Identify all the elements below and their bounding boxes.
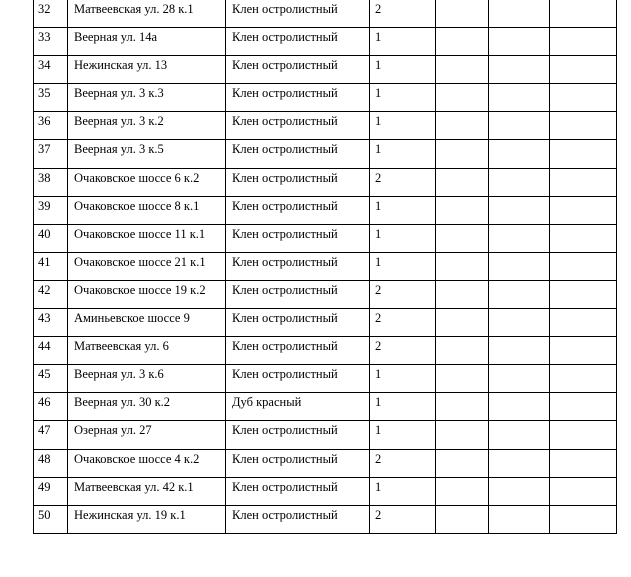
address-cell xyxy=(68,56,226,84)
species: Клен остролистный xyxy=(232,142,338,157)
empty-cell xyxy=(550,168,617,196)
species-cell xyxy=(226,280,370,308)
species-cell xyxy=(226,224,370,252)
address-cell xyxy=(68,365,226,393)
address-cell xyxy=(68,309,226,337)
species: Клен остролистный xyxy=(232,58,338,73)
empty-cell xyxy=(436,224,489,252)
species: Клен остролистный xyxy=(232,226,338,241)
table-row xyxy=(34,449,617,477)
table-row xyxy=(34,337,617,365)
species-cell xyxy=(226,0,370,28)
row-number: 48 xyxy=(38,451,51,466)
species: Клен остролистный xyxy=(232,423,338,438)
species-cell xyxy=(226,140,370,168)
quantity: 2 xyxy=(375,2,382,16)
table-row xyxy=(34,84,617,112)
table-row xyxy=(34,56,617,84)
row-number: 45 xyxy=(38,367,51,382)
address: Очаковское шоссе 21 к.1 xyxy=(74,254,206,269)
empty-cell xyxy=(489,393,550,421)
species: Клен остролистный xyxy=(232,479,338,494)
empty-cell xyxy=(489,84,550,112)
empty-cell xyxy=(489,140,550,168)
address: Матвеевская ул. 42 к.1 xyxy=(74,479,194,494)
address: Нежинская ул. 13 xyxy=(74,58,168,73)
quantity-cell xyxy=(370,168,436,196)
row-number-cell xyxy=(34,421,68,449)
quantity-cell xyxy=(370,280,436,308)
quantity-cell xyxy=(370,449,436,477)
empty-cell xyxy=(436,337,489,365)
address: Веерная ул. 3 к.5 xyxy=(74,142,164,157)
address-cell xyxy=(68,84,226,112)
address-cell xyxy=(68,224,226,252)
species: Дуб красный xyxy=(232,395,302,410)
row-number-cell xyxy=(34,309,68,337)
address-cell xyxy=(68,280,226,308)
table-row xyxy=(34,309,617,337)
address: Веерная ул. 30 к.2 xyxy=(74,395,171,410)
table-row xyxy=(34,0,617,28)
empty-cell xyxy=(550,421,617,449)
quantity: 1 xyxy=(375,58,382,73)
address: Нежинская ул. 19 к.1 xyxy=(74,507,186,522)
empty-cell xyxy=(489,0,550,28)
empty-cell xyxy=(436,309,489,337)
table-row xyxy=(34,252,617,280)
address: Матвеевская ул. 28 к.1 xyxy=(74,2,194,16)
row-number-cell xyxy=(34,449,68,477)
species-cell xyxy=(226,112,370,140)
row-number-cell xyxy=(34,0,68,28)
empty-cell xyxy=(489,56,550,84)
address-cell xyxy=(68,505,226,533)
quantity: 1 xyxy=(375,142,382,157)
address-cell xyxy=(68,449,226,477)
empty-cell xyxy=(436,477,489,505)
empty-cell xyxy=(489,477,550,505)
empty-cell xyxy=(489,168,550,196)
address-cell xyxy=(68,0,226,28)
quantity: 1 xyxy=(375,86,382,101)
empty-cell xyxy=(489,309,550,337)
species-cell xyxy=(226,56,370,84)
address-cell xyxy=(68,140,226,168)
address: Веерная ул. 3 к.3 xyxy=(74,86,164,101)
empty-cell xyxy=(436,505,489,533)
empty-cell xyxy=(436,168,489,196)
row-number: 37 xyxy=(38,142,51,157)
quantity-cell xyxy=(370,84,436,112)
table-row xyxy=(34,112,617,140)
empty-cell xyxy=(436,365,489,393)
species: Клен остролистный xyxy=(232,451,338,466)
species-cell xyxy=(226,477,370,505)
quantity: 1 xyxy=(375,367,382,382)
table-row xyxy=(34,477,617,505)
empty-cell xyxy=(550,196,617,224)
species: Клен остролистный xyxy=(232,339,338,354)
row-number-cell xyxy=(34,84,68,112)
address: Очаковское шоссе 4 к.2 xyxy=(74,451,200,466)
row-number: 39 xyxy=(38,198,51,213)
empty-cell xyxy=(550,56,617,84)
quantity-cell xyxy=(370,393,436,421)
empty-cell xyxy=(489,224,550,252)
species-cell xyxy=(226,196,370,224)
address-cell xyxy=(68,112,226,140)
empty-cell xyxy=(550,505,617,533)
quantity: 1 xyxy=(375,30,382,45)
row-number: 38 xyxy=(38,170,51,185)
empty-cell xyxy=(550,449,617,477)
empty-cell xyxy=(550,337,617,365)
species: Клен остролистный xyxy=(232,114,338,129)
row-number: 49 xyxy=(38,479,51,494)
row-number: 41 xyxy=(38,254,51,269)
table-row xyxy=(34,365,617,393)
quantity: 2 xyxy=(375,339,382,354)
quantity: 1 xyxy=(375,423,382,438)
address: Аминьевское шоссе 9 xyxy=(74,311,190,326)
address: Веерная ул. 14а xyxy=(74,30,158,45)
address-cell xyxy=(68,337,226,365)
address: Озерная ул. 27 xyxy=(74,423,152,438)
empty-cell xyxy=(550,0,617,28)
species-cell xyxy=(226,252,370,280)
quantity-cell xyxy=(370,365,436,393)
address-cell xyxy=(68,393,226,421)
empty-cell xyxy=(550,84,617,112)
quantity-cell xyxy=(370,112,436,140)
empty-cell xyxy=(489,112,550,140)
row-number: 40 xyxy=(38,226,51,241)
empty-cell xyxy=(550,224,617,252)
empty-cell xyxy=(436,280,489,308)
row-number-cell xyxy=(34,168,68,196)
empty-cell xyxy=(489,365,550,393)
row-number-cell xyxy=(34,112,68,140)
row-number: 35 xyxy=(38,86,51,101)
address-cell xyxy=(68,477,226,505)
row-number-cell xyxy=(34,140,68,168)
empty-cell xyxy=(436,252,489,280)
empty-cell xyxy=(436,393,489,421)
quantity-cell xyxy=(370,477,436,505)
row-number: 44 xyxy=(38,339,51,354)
quantity-cell xyxy=(370,196,436,224)
row-number-cell xyxy=(34,252,68,280)
species-cell xyxy=(226,168,370,196)
row-number: 42 xyxy=(38,282,51,297)
table-row xyxy=(34,393,617,421)
address: Очаковское шоссе 19 к.2 xyxy=(74,282,206,297)
row-number-cell xyxy=(34,196,68,224)
species: Клен остролистный xyxy=(232,198,338,213)
species-cell xyxy=(226,505,370,533)
quantity-cell xyxy=(370,0,436,28)
species: Клен остролистный xyxy=(232,170,338,185)
empty-cell xyxy=(436,112,489,140)
address-cell xyxy=(68,196,226,224)
quantity: 1 xyxy=(375,254,382,269)
quantity-cell xyxy=(370,140,436,168)
row-number-cell xyxy=(34,280,68,308)
species: Клен остролистный xyxy=(232,30,338,45)
table-body xyxy=(34,0,617,533)
address: Очаковское шоссе 11 к.1 xyxy=(74,226,206,241)
tree-inventory-table xyxy=(33,0,617,534)
row-number-cell xyxy=(34,224,68,252)
species: Клен остролистный xyxy=(232,86,338,101)
address: Очаковское шоссе 6 к.2 xyxy=(74,170,200,185)
table-row xyxy=(34,224,617,252)
species: Клен остролистный xyxy=(232,311,338,326)
empty-cell xyxy=(550,140,617,168)
quantity: 1 xyxy=(375,395,382,410)
row-number: 32 xyxy=(38,2,51,16)
empty-cell xyxy=(550,252,617,280)
empty-cell xyxy=(489,28,550,56)
row-number-cell xyxy=(34,477,68,505)
species-cell xyxy=(226,309,370,337)
empty-cell xyxy=(436,196,489,224)
quantity-cell xyxy=(370,56,436,84)
species: Клен остролистный xyxy=(232,2,338,16)
table-row xyxy=(34,196,617,224)
quantity: 2 xyxy=(375,311,382,326)
address-cell xyxy=(68,421,226,449)
address-cell xyxy=(68,252,226,280)
empty-cell xyxy=(550,365,617,393)
row-number: 33 xyxy=(38,30,51,45)
empty-cell xyxy=(489,196,550,224)
quantity-cell xyxy=(370,28,436,56)
empty-cell xyxy=(436,28,489,56)
species-cell xyxy=(226,393,370,421)
quantity: 2 xyxy=(375,282,382,297)
quantity: 1 xyxy=(375,114,382,129)
row-number: 36 xyxy=(38,114,51,129)
quantity: 2 xyxy=(375,507,382,522)
species: Клен остролистный xyxy=(232,282,338,297)
empty-cell xyxy=(436,84,489,112)
table-row xyxy=(34,140,617,168)
empty-cell xyxy=(489,280,550,308)
quantity-cell xyxy=(370,224,436,252)
quantity: 1 xyxy=(375,198,382,213)
address: Веерная ул. 3 к.6 xyxy=(74,367,164,382)
empty-cell xyxy=(550,112,617,140)
species-cell xyxy=(226,365,370,393)
quantity: 1 xyxy=(375,479,382,494)
empty-cell xyxy=(550,477,617,505)
table-row xyxy=(34,168,617,196)
table-row xyxy=(34,280,617,308)
empty-cell xyxy=(550,280,617,308)
empty-cell xyxy=(489,505,550,533)
table-row xyxy=(34,505,617,533)
address-cell xyxy=(68,28,226,56)
address: Очаковское шоссе 8 к.1 xyxy=(74,198,200,213)
table-row xyxy=(34,421,617,449)
empty-cell xyxy=(436,140,489,168)
table-row xyxy=(34,28,617,56)
species-cell xyxy=(226,28,370,56)
empty-cell xyxy=(436,0,489,28)
quantity-cell xyxy=(370,505,436,533)
empty-cell xyxy=(489,252,550,280)
quantity-cell xyxy=(370,309,436,337)
address: Веерная ул. 3 к.2 xyxy=(74,114,164,129)
species-cell xyxy=(226,84,370,112)
empty-cell xyxy=(550,309,617,337)
species: Клен остролистный xyxy=(232,254,338,269)
species: Клен остролистный xyxy=(232,507,338,522)
row-number-cell xyxy=(34,337,68,365)
quantity-cell xyxy=(370,337,436,365)
row-number-cell xyxy=(34,28,68,56)
address: Матвеевская ул. 6 xyxy=(74,339,169,354)
empty-cell xyxy=(436,449,489,477)
row-number: 34 xyxy=(38,58,51,73)
empty-cell xyxy=(489,449,550,477)
row-number-cell xyxy=(34,505,68,533)
empty-cell xyxy=(550,393,617,421)
row-number-cell xyxy=(34,56,68,84)
quantity-cell xyxy=(370,252,436,280)
quantity: 1 xyxy=(375,226,382,241)
species-cell xyxy=(226,449,370,477)
quantity: 2 xyxy=(375,170,382,185)
row-number: 43 xyxy=(38,311,51,326)
species: Клен остролистный xyxy=(232,367,338,382)
empty-cell xyxy=(489,337,550,365)
row-number: 50 xyxy=(38,507,51,522)
empty-cell xyxy=(550,28,617,56)
row-number: 47 xyxy=(38,423,51,438)
quantity-cell xyxy=(370,421,436,449)
species-cell xyxy=(226,421,370,449)
quantity: 2 xyxy=(375,451,382,466)
row-number-cell xyxy=(34,393,68,421)
empty-cell xyxy=(436,421,489,449)
species-cell xyxy=(226,337,370,365)
address-cell xyxy=(68,168,226,196)
empty-cell xyxy=(436,56,489,84)
row-number-cell xyxy=(34,365,68,393)
row-number: 46 xyxy=(38,395,51,410)
empty-cell xyxy=(489,421,550,449)
